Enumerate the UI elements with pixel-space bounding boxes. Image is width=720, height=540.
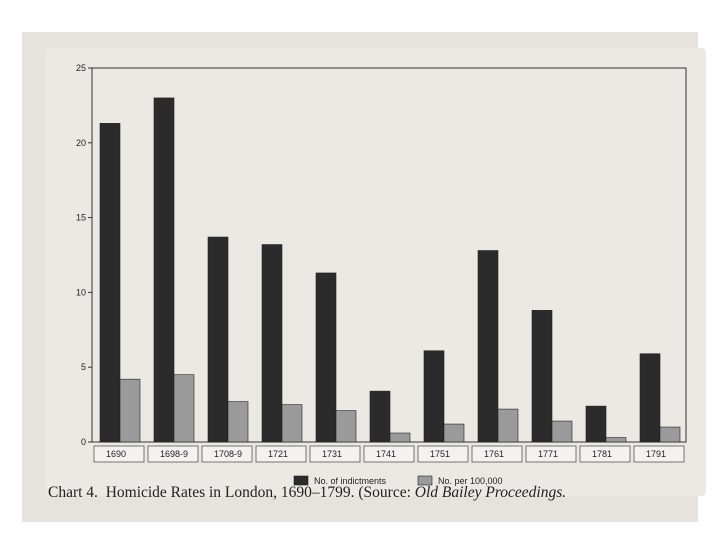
y-tick-label: 5 xyxy=(80,362,86,373)
bar-indictments xyxy=(640,354,660,442)
y-tick-label: 15 xyxy=(75,212,86,223)
y-tick-label: 20 xyxy=(75,137,86,148)
bar-per-100000 xyxy=(552,421,572,442)
book-page xyxy=(22,32,698,522)
chart-caption xyxy=(48,484,708,502)
bar-per-100000 xyxy=(498,409,518,442)
bar-per-100000 xyxy=(120,379,140,442)
x-tick-label: 1781 xyxy=(592,449,613,459)
bar-indictments xyxy=(100,123,120,442)
x-tick-label: 1698-9 xyxy=(160,449,189,459)
x-tick-label: 1751 xyxy=(430,449,451,459)
homicide-bar-chart xyxy=(46,48,706,496)
bar-indictments xyxy=(532,310,552,442)
bar-per-100000 xyxy=(282,405,302,442)
bar-indictments xyxy=(478,251,498,442)
caption-title: Homicide Rates in London, 1690–1799. (Source: xyxy=(105,484,411,501)
x-tick-label: 1771 xyxy=(538,449,559,459)
y-tick-label: 0 xyxy=(80,437,86,447)
bar-per-100000 xyxy=(390,433,410,442)
bar-per-100000 xyxy=(228,402,248,442)
x-tick-label: 1708-9 xyxy=(214,449,243,459)
caption-source: Old Bailey Proceedings. xyxy=(414,484,567,501)
bar-per-100000 xyxy=(606,438,626,442)
y-tick-label: 25 xyxy=(75,63,86,73)
x-tick-label: 1690 xyxy=(106,449,127,459)
bar-indictments xyxy=(316,273,336,442)
bar-per-100000 xyxy=(174,375,194,442)
bar-indictments xyxy=(154,98,174,442)
bar-indictments xyxy=(586,406,606,442)
x-tick-label: 1731 xyxy=(322,449,343,459)
chart-frame xyxy=(46,48,706,496)
bar-indictments xyxy=(424,351,444,442)
caption-prefix: Chart 4. xyxy=(48,484,98,501)
bar-per-100000 xyxy=(336,411,356,442)
bar-indictments xyxy=(208,237,228,442)
bar-indictments xyxy=(262,245,282,442)
bar-per-100000 xyxy=(444,424,464,442)
bar-indictments xyxy=(370,391,390,442)
x-tick-label: 1791 xyxy=(646,449,667,459)
legend-label-indictments: No. of indictments xyxy=(314,476,387,486)
y-tick-label: 10 xyxy=(75,287,86,298)
x-tick-label: 1761 xyxy=(484,449,505,459)
x-tick-label: 1721 xyxy=(268,449,289,459)
bar-per-100000 xyxy=(660,427,680,442)
legend-label-per-100000: No. per 100,000 xyxy=(438,476,503,486)
x-tick-label: 1741 xyxy=(376,449,397,459)
